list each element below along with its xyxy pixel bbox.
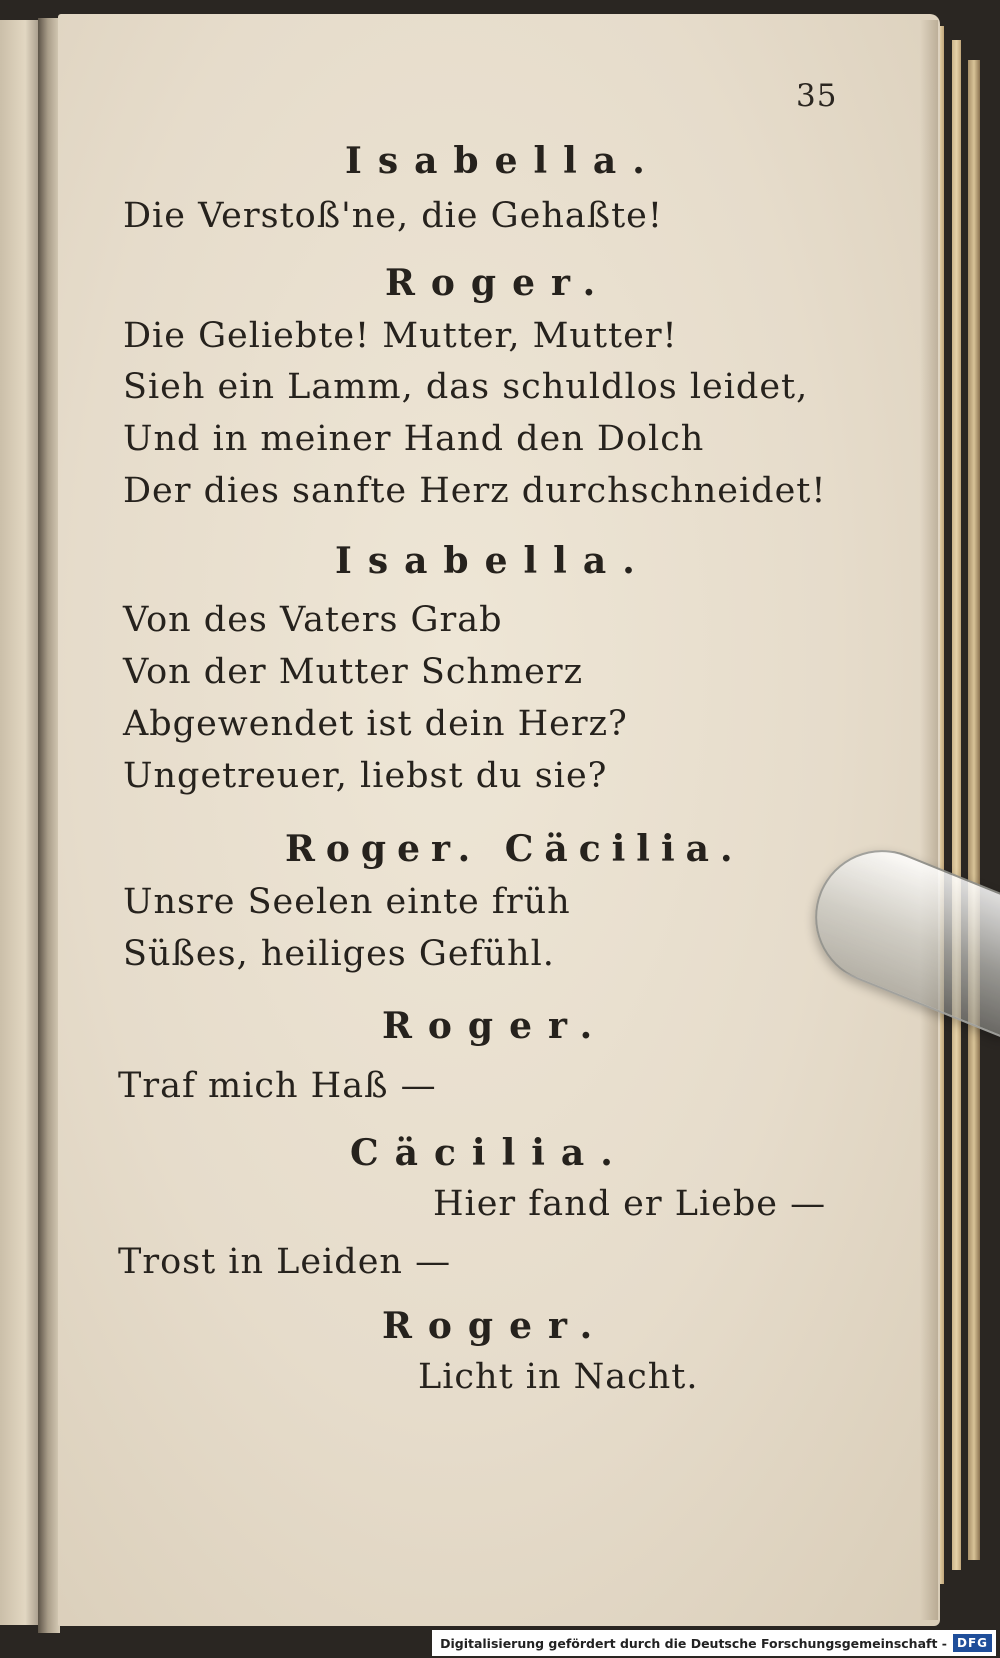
speaker-heading: Roger. <box>385 262 612 304</box>
verse-line: Sieh ein Lamm, das schuldlos leidet, <box>123 367 809 407</box>
left-page-edge <box>0 20 42 1625</box>
verse-line: Von des Vaters Grab <box>123 600 503 640</box>
dfg-logo: DFG <box>953 1634 992 1652</box>
verse-line: Süßes, heiliges Gefühl. <box>123 934 555 974</box>
verse-line: Und in meiner Hand den Dolch <box>123 419 705 459</box>
page-number: 35 <box>796 78 838 114</box>
speaker-heading: Isabella. <box>345 140 661 182</box>
credit-text: Digitalisierung gefördert durch die Deutsche Forschungsgemeinschaft - <box>440 1635 947 1651</box>
page-edges <box>968 60 980 1560</box>
speaker-heading: Roger. <box>382 1005 609 1047</box>
page-shadow <box>920 20 938 1620</box>
verse-line: Trost in Leiden — <box>118 1242 452 1282</box>
verse-line: Die Geliebte! Mutter, Mutter! <box>123 316 678 356</box>
verse-line: Die Verstoß'ne, die Gehaßte! <box>123 196 663 236</box>
verse-line: Abgewendet ist dein Herz? <box>123 704 628 744</box>
verse-line: Hier fand er Liebe — <box>433 1184 827 1224</box>
verse-line: Von der Mutter Schmerz <box>123 652 584 692</box>
speaker-heading: Roger. Cäcilia. <box>285 828 744 870</box>
verse-line: Licht in Nacht. <box>418 1357 699 1397</box>
page-edges <box>952 40 961 1570</box>
verse-line: Der dies sanfte Herz durchschneidet! <box>123 471 827 511</box>
verse-line: Traf mich Haß — <box>118 1066 437 1106</box>
speaker-heading: Isabella. <box>335 540 651 582</box>
speaker-heading: Cäcilia. <box>350 1132 629 1174</box>
verse-line: Unsre Seelen einte früh <box>123 882 571 922</box>
verse-line: Ungetreuer, liebst du sie? <box>123 756 608 796</box>
book-gutter <box>38 18 60 1633</box>
speaker-heading: Roger. <box>382 1305 609 1347</box>
digitization-credit <box>432 1630 996 1656</box>
